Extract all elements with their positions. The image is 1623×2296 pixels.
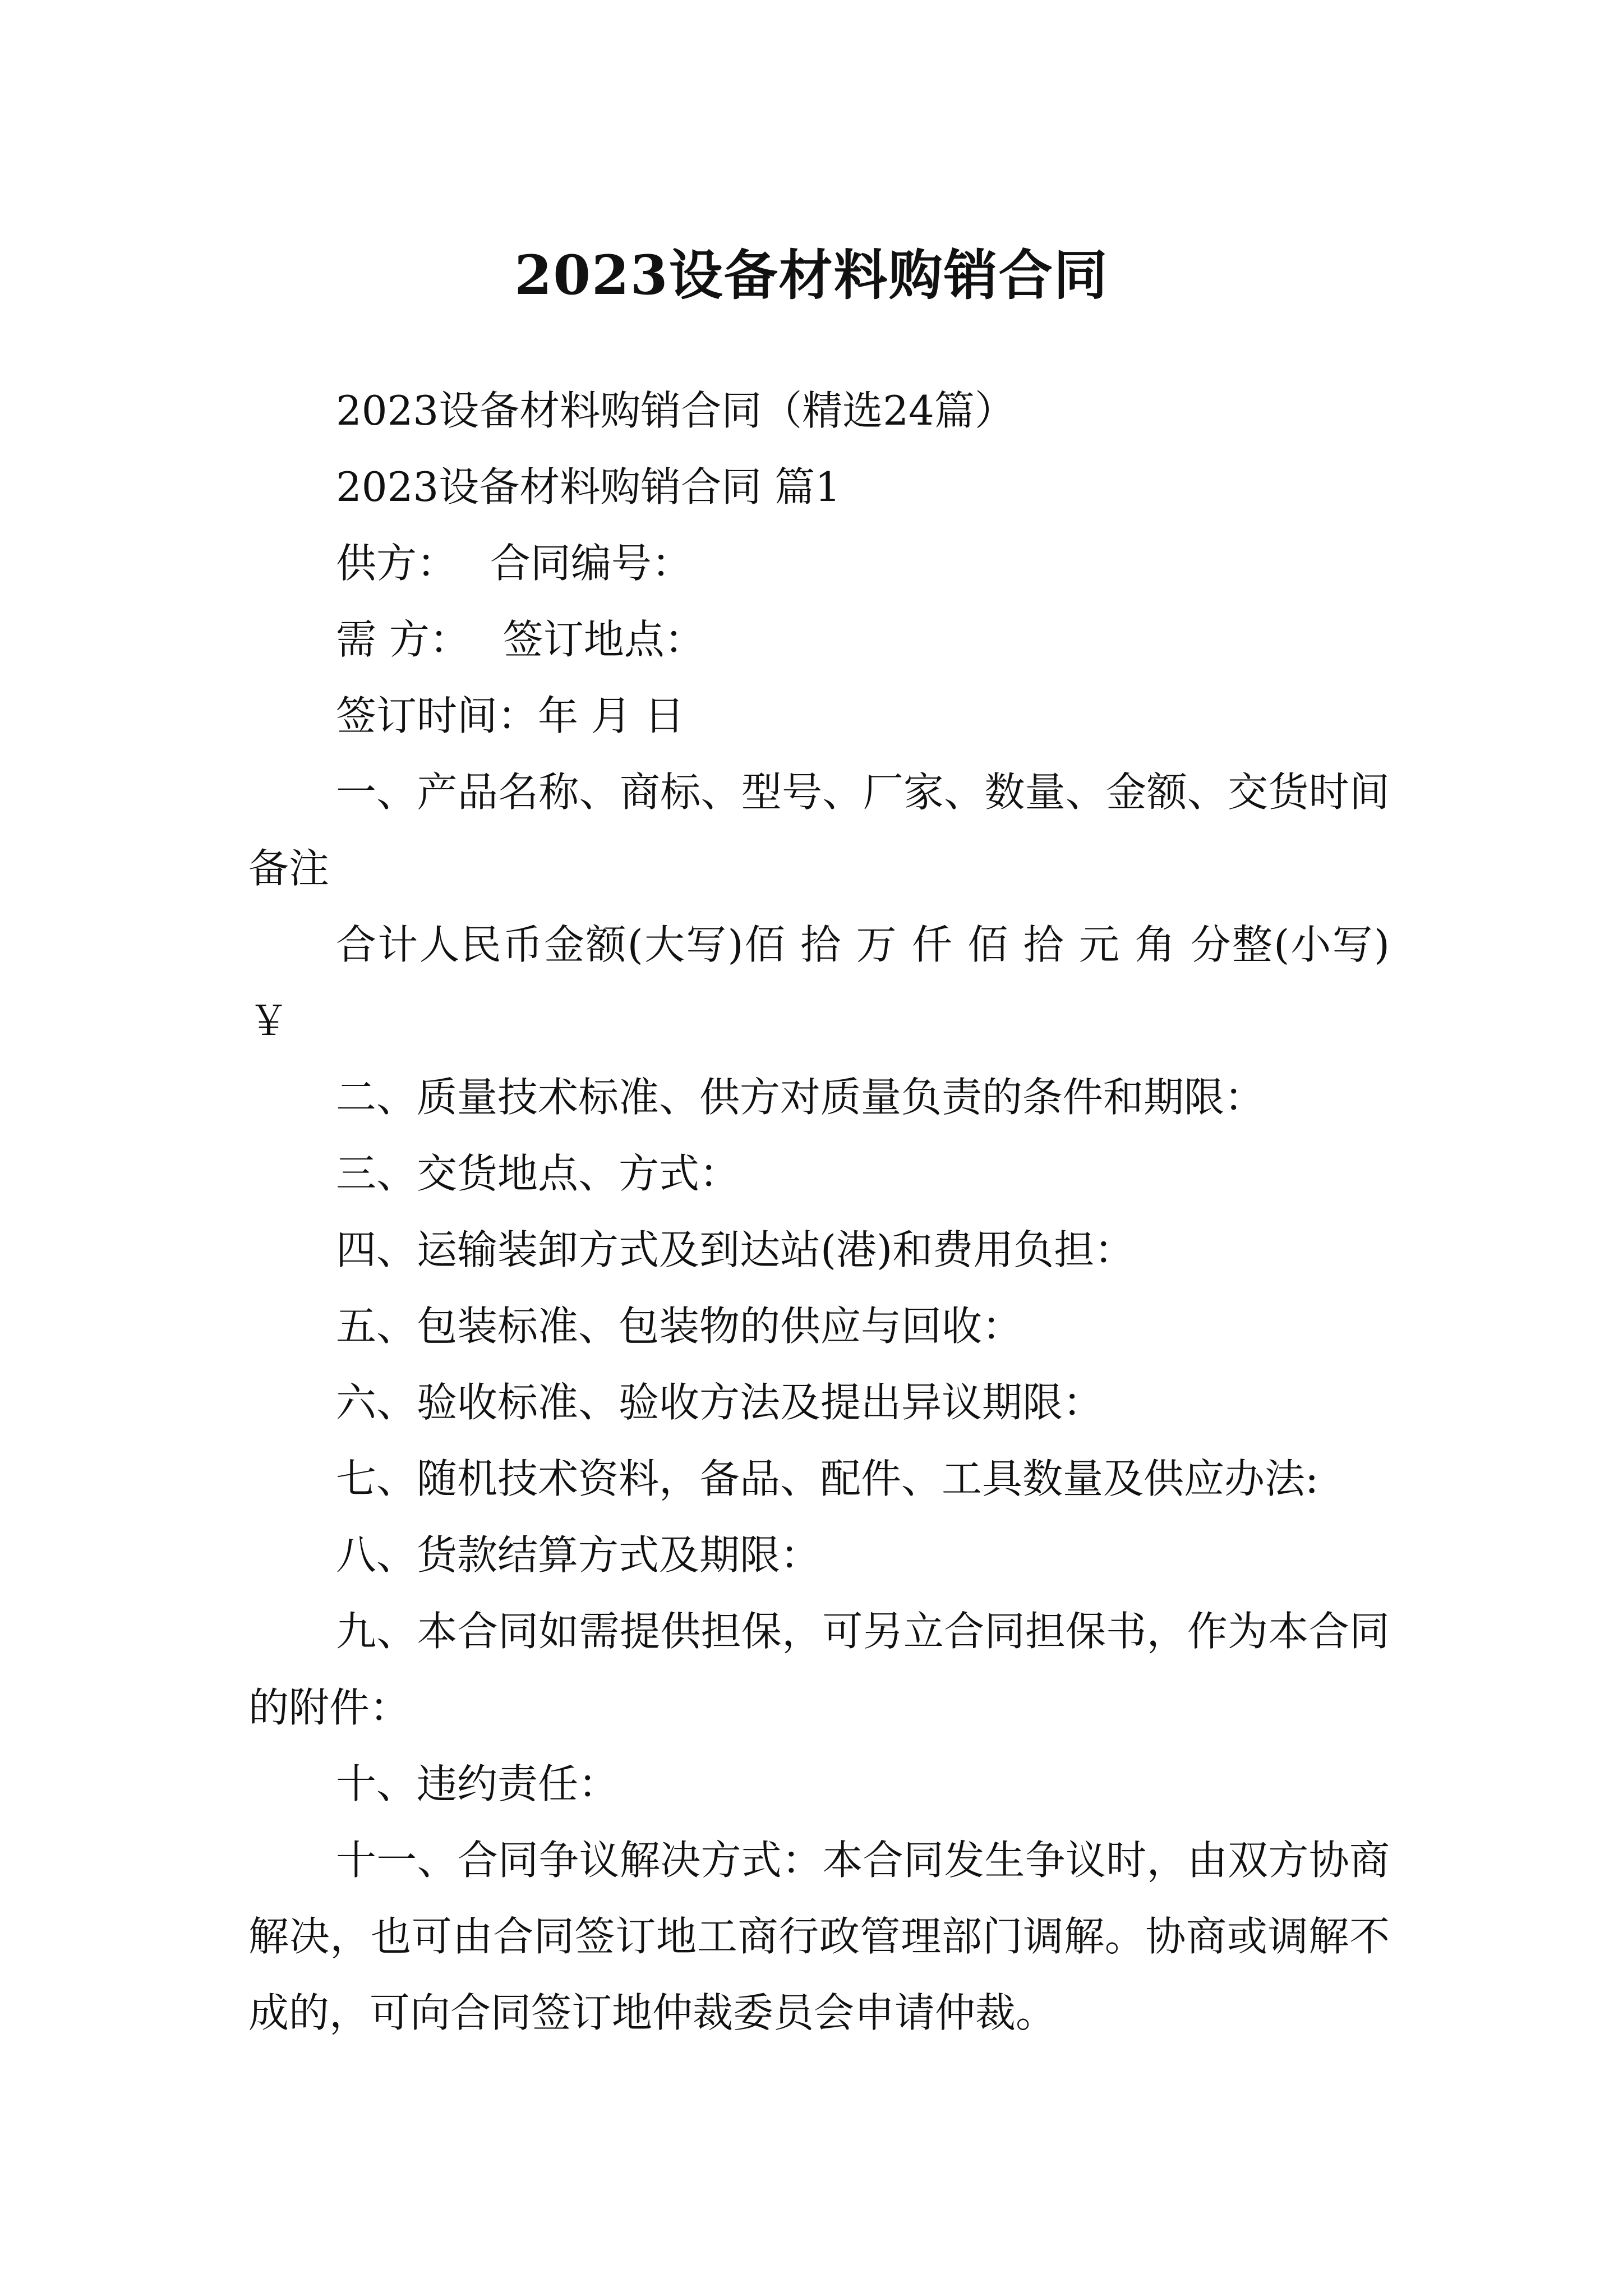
paragraph-clause-4: 四、运输装卸方式及到达站(港)和费用负担： bbox=[336, 1226, 1135, 1273]
paragraph-subtitle: 2023设备材料购销合同（精选24篇） bbox=[336, 387, 1015, 434]
document-title: 2023设备材料购销合同 bbox=[514, 243, 1109, 307]
paragraph-clause-1: 一、产品名称、商标、型号、厂家、数量、金额、交货时间备注 bbox=[248, 769, 1390, 892]
paragraph-clause-6: 六、验收标准、验收方法及提出异议期限： bbox=[336, 1379, 1104, 1426]
paragraph-total-amount: 合计人民币金额(大写)佰 拾 万 仟 佰 拾 元 角 分整(小写)￥ bbox=[248, 921, 1390, 1045]
paragraph-clause-7: 七、随机技术资料，备品、配件、工具数量及供应办法: bbox=[336, 1455, 1319, 1502]
paragraph-sign-date: 签订时间：年 月 日 bbox=[336, 692, 685, 739]
document-body bbox=[248, 372, 1390, 2051]
paragraph-clause-11: 十一、合同争议解决方式：本合同发生争议时，由双方协商解决，也可由合同签订地工商行政管理部门调解。协商或调解不成的，可向合同签订地仲裁委员会申请仲裁。 bbox=[248, 1837, 1390, 2036]
paragraph-clause-2: 二、质量技术标准、供方对质量负责的条件和期限： bbox=[336, 1074, 1265, 1121]
paragraph-buyer: 需 方： 签订地点： bbox=[336, 616, 705, 663]
paragraph-clause-5: 五、包装标准、包装物的供应与回收： bbox=[336, 1303, 1023, 1350]
paragraph-clause-10: 十、违约责任： bbox=[336, 1760, 619, 1807]
paragraph-clause-3: 三、交货地点、方式： bbox=[336, 1150, 740, 1197]
paragraph-supplier: 供方： 合同编号： bbox=[336, 540, 692, 587]
paragraph-clause-9: 九、本合同如需提供担保，可另立合同担保书，作为本合同的附件： bbox=[248, 1608, 1390, 1731]
paragraph-section-heading: 2023设备材料购销合同 篇1 bbox=[336, 463, 841, 510]
paragraph-clause-8: 八、货款结算方式及期限： bbox=[336, 1531, 821, 1579]
